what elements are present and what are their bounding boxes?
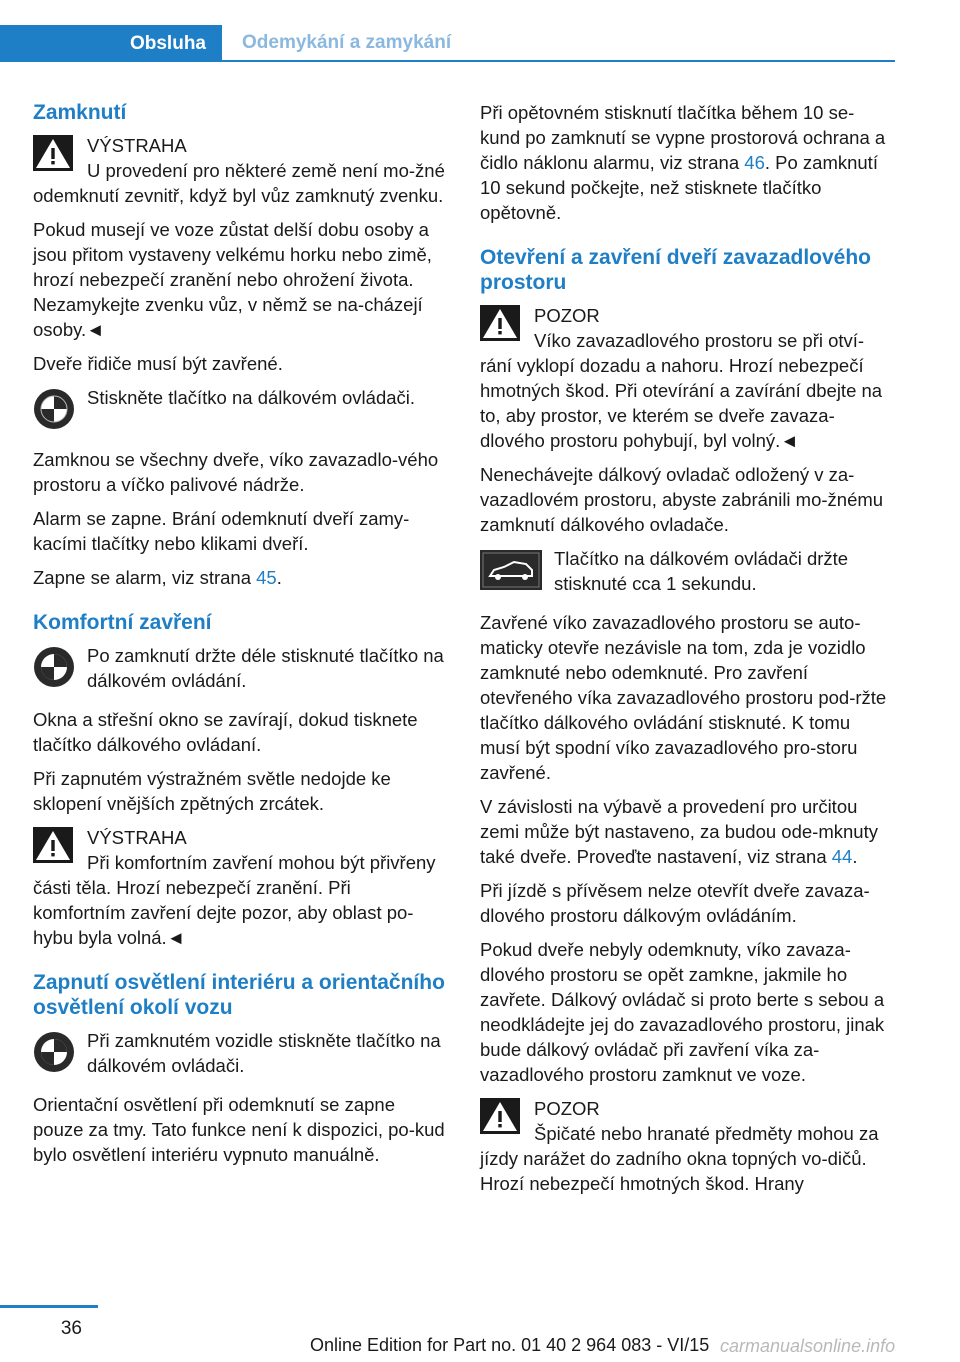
watermark: carmanualsonline.info <box>720 1336 896 1356</box>
paragraph: Při zapnutém výstražném světle nedojde ke sklopení vnějších zpětných zrcátek. <box>33 768 391 814</box>
warning-triangle-icon <box>480 1098 520 1134</box>
bmw-logo-icon <box>33 388 75 430</box>
bmw-logo-icon <box>33 1031 75 1073</box>
header-bar <box>0 0 895 62</box>
paragraph: Pokud dveře nebyly odemknuty, víko zavaza-dlového prostoru se opět zamkne, jakmile ho zavřete. Dálkový ovládač si proto berte s sebou a neodkládejte jej do zavazadlového prostoru, jinak bude dálkový ovládač při zavření víka za-vazadlového prostoru zamknut ve voze. <box>480 939 885 1085</box>
remote-instruction <box>33 643 447 693</box>
paragraph: Při opětovném stisknutí tlačítka během 10 se-kund po zamknutí se vypne prostorová ochrana a čidlo náklonu alarmu, viz strana 46. Po zamknutí 10 sekund počkejte, než stisknete tlačítko opětovně. <box>480 102 886 223</box>
warning-block <box>33 133 447 208</box>
footer-rule <box>0 1305 98 1308</box>
right-column <box>480 100 894 1205</box>
paragraph: Zamknou se všechny dveře, víko zavazadlo-vého prostoru a víčko palivové nádrže. <box>33 449 439 495</box>
caution-block <box>480 1096 894 1196</box>
caution-label: POZOR <box>534 305 600 326</box>
instruction-text: Stiskněte tlačítko na dálkovém ovládači. <box>87 387 416 408</box>
paragraph: V závislosti na výbavě a provedení pro určitou zemi může být nastaveno, za budou ode-mknuty také dveře. Proveďte nastavení, viz strana 44. <box>480 796 878 867</box>
instruction-text: Tlačítko na dálkovém ovládači držte stisknuté cca 1 sekundu. <box>554 548 849 594</box>
paragraph: Okna a střešní okno se zavírají, dokud tisknete tlačítko dálkového ovládaní. <box>33 709 418 755</box>
chapter-tab: Odemykání a zamykání <box>222 25 895 62</box>
warning-label: VÝSTRAHA <box>87 827 187 848</box>
page-number: 36 <box>60 1318 82 1339</box>
paragraph: Dveře řidiče musí být zavřené. <box>33 353 283 374</box>
page-link-46[interactable]: 46 <box>744 152 765 173</box>
caution-text: Víko zavazadlového prostoru se při otví-rání vyklopí dozadu a nahoru. Hrozí nebezpečí hmotných škod. Při otevírání a zavírání dbejte na to, aby prostor, ve kterém se dveře zavaza-dlového prostoru pohybují, byl volný.◄ <box>480 330 883 451</box>
page-link-44[interactable]: 44 <box>831 846 853 867</box>
paragraph: Orientační osvětlení při odemknutí se zapne pouze za tmy. Tato funkce není k dispozici, po-kud bylo osvětlení interiéru vypnuto manuálně. <box>33 1094 445 1165</box>
paragraph: Nenechávejte dálkový ovladač odložený v za-vazadlovém prostoru, abyste zabránili mo-žnému zamknutí dálkového ovladače. <box>480 464 884 535</box>
caution-block <box>480 303 894 453</box>
trunk-button-icon <box>480 550 542 590</box>
instruction-text: Po zamknutí držte déle stisknuté tlačítko na dálkovém ovládání. <box>87 645 444 691</box>
paragraph: Zapne se alarm, viz strana 45. <box>33 567 282 588</box>
section-tab: Obsluha <box>0 25 222 62</box>
remote-instruction <box>33 1028 447 1078</box>
page-link-45[interactable]: 45 <box>256 567 277 588</box>
warning-block <box>33 825 447 950</box>
instruction-text: Při zamknutém vozidle stiskněte tlačítko na dálkovém ovládači. <box>87 1030 441 1076</box>
remote-instruction <box>480 546 894 596</box>
left-column <box>33 100 447 1176</box>
paragraph: Při jízdě s přívěsem nelze otevřít dveře zavaza-dlového prostoru dálkovým ovládáním. <box>480 880 870 926</box>
warning-triangle-icon <box>33 827 73 863</box>
caution-label: POZOR <box>534 1098 600 1119</box>
heading-lock: Zamknutí <box>33 101 127 124</box>
paragraph: Zavřené víko zavazadlového prostoru se auto-maticky otevře nezávisle na tom, zda je vozidlo zamknuté nebo odemknuté. Pro zavření otevřeného víka zavazadlového prostoru pod-ržte tlačítko dálkového ovládání stisknuté. K tomu musí být spodní víko zavazadlového pro-storu zavřené. <box>480 612 887 783</box>
warning-label: VÝSTRAHA <box>87 135 187 156</box>
caution-text: Špičaté nebo hranaté předměty mohou za jízdy narážet do zadního okna topných vo-dičů. Hrozí nebezpečí hmotných škod. Hrany <box>480 1123 879 1194</box>
bmw-logo-icon <box>33 646 75 688</box>
paragraph: Pokud musejí ve voze zůstat delší dobu osoby a jsou přitom vystaveny velkému horku nebo zimě, hrozí nebezpečí zranění nebo ohrožení života. Nezamykejte zvenku vůz, v němž se na-cházejí osoby.◄ <box>33 219 432 340</box>
heading-lighting: Zapnutí osvětlení interiéru a orientačního osvětlení okolí vozu <box>33 971 445 1019</box>
remote-instruction <box>33 385 447 433</box>
warning-text: U provedení pro některé země není mo-žné odemknutí zevnitř, když byl vůz zamknutý zvenku. <box>33 160 445 206</box>
warning-triangle-icon <box>33 135 73 171</box>
heading-comfort-close: Komfortní zavření <box>33 611 212 634</box>
edition-note: Online Edition for Part no. 01 40 2 964 083 - VI/15 <box>310 1335 710 1355</box>
warning-text: Při komfortním zavření mohou být přivřeny části těla. Hrozí nebezpečí zranění. Při komfortním zavření dejte pozor, aby oblast po-hybu byla volná.◄ <box>33 852 436 948</box>
paragraph: Alarm se zapne. Brání odemknutí dveří zamy-kacími tlačítky nebo klikami dveří. <box>33 508 410 554</box>
warning-triangle-icon <box>480 305 520 341</box>
heading-trunk: Otevření a zavření dveří zavazadlového prostoru <box>480 246 872 294</box>
